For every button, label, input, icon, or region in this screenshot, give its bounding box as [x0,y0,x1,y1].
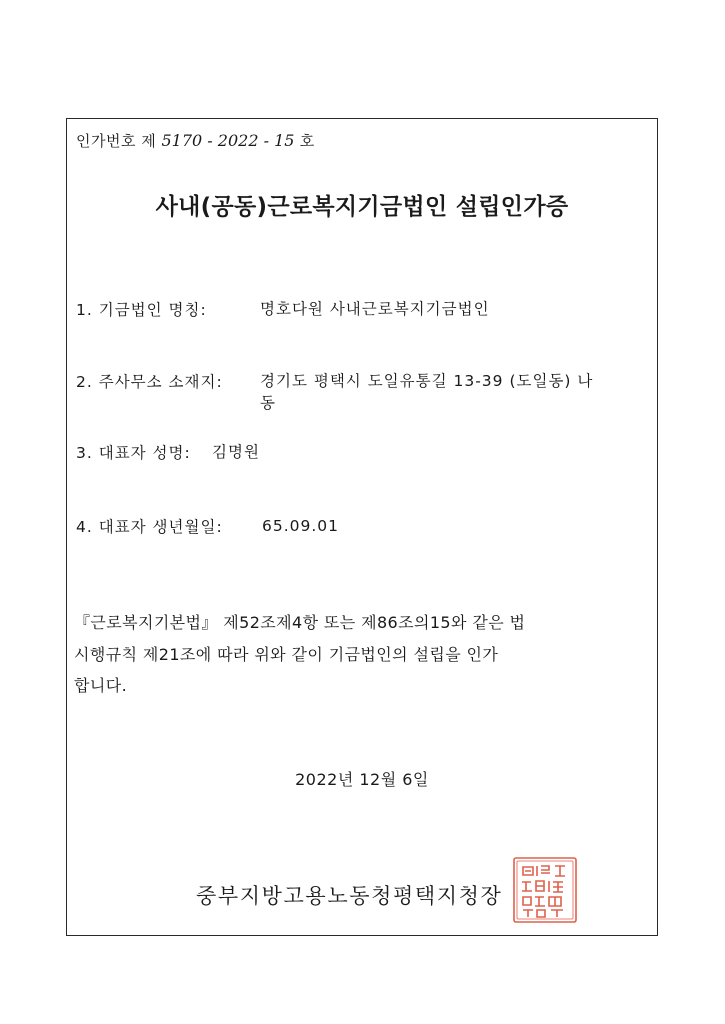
permit-label-suffix: 호 [299,132,315,150]
permit-number [76,130,315,151]
document-title: 사내(공동)근로복지기금법인 설립인가증 [155,194,569,220]
authorization-statement [74,607,644,702]
field-value: 명호다원 사내근로복지기금법인 [260,300,490,318]
field-value: 김명원 [212,443,260,461]
field-value: 65.09.01 [262,517,340,535]
field-value-block [260,370,593,414]
field-label: 2. 주사무소 소재지: [76,373,223,391]
field-office-address [76,370,594,412]
issue-date: 2022년 12월 6일 [295,770,429,789]
permit-label-prefix: 인가번호 제 [76,132,157,150]
field-label: 1. 기금법인 명칭: [76,301,207,319]
field-value: 경기도 평택시 도일유통길 13-39 (도일동) 나 [260,372,594,390]
field-fund-name [76,298,490,320]
field-value-block [262,515,339,537]
statement-line: 『근로복지기본법』 제52조제4항 또는 제86조의15와 같은 법 [74,613,526,632]
permit-handwritten-number: 5170 - 2022 - 15 [161,131,295,150]
field-representative-name [76,441,260,463]
statement-line: 합니다. [74,676,128,695]
field-label: 4. 대표자 생년월일: [76,518,223,536]
issuer-name: 중부지방고용노동청평택지청장 [196,884,503,908]
field-label: 3. 대표자 성명: [76,444,191,462]
field-value-continuation: 동 [260,394,276,412]
field-value-block [212,441,260,463]
field-value-block [260,298,490,320]
official-seal-stamp [511,855,579,925]
statement-line: 시행규칙 제21조에 따라 위와 같이 기금법인의 설립을 인가 [74,644,499,664]
field-representative-birthdate [76,515,340,537]
